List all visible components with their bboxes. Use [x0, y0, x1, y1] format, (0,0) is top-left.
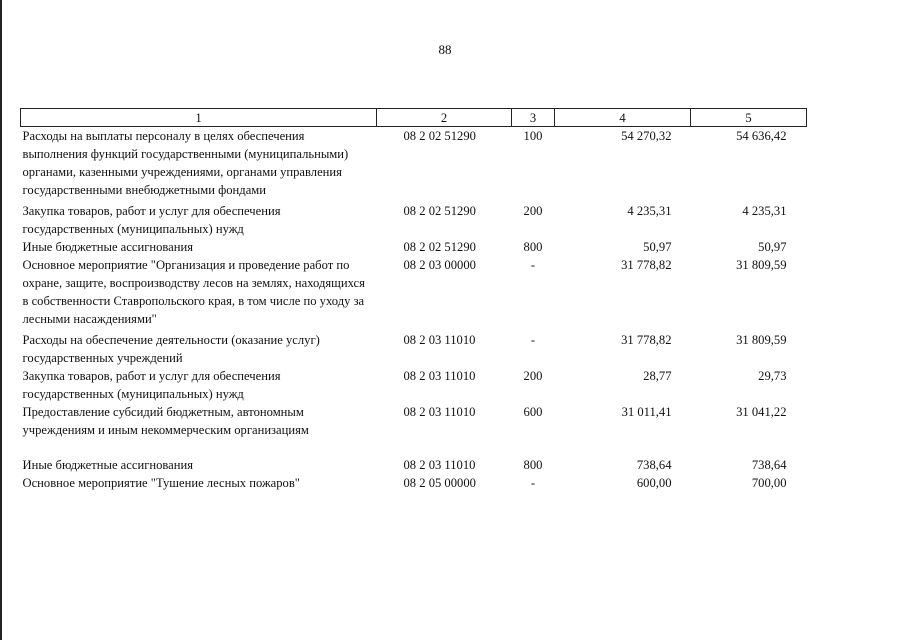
- row-value-2: 54 636,42: [736, 129, 787, 143]
- row-type: 600: [523, 405, 543, 419]
- row-value-1: 31 011,41: [621, 405, 672, 419]
- header-col-4: 4: [555, 109, 691, 127]
- row-type: 800: [523, 240, 543, 254]
- row-value-1: 4 235,31: [627, 204, 672, 218]
- row-value-1: 738,64: [636, 458, 672, 472]
- row-type: 200: [523, 204, 543, 218]
- row-name: Расходы на выплаты персоналу в целях обеспечения выполнения функций государственными (муниципальными) органами, казенными учреждениями, органами управления государственными внебюджетными фондами: [22, 129, 349, 197]
- row-type: 100: [523, 129, 543, 143]
- row-name: Основное мероприятие "Тушение лесных пожаров": [22, 476, 300, 490]
- row-code: 08 2 03 11010: [403, 333, 476, 347]
- table-row: [21, 238, 807, 256]
- row-value-2: 29,73: [758, 369, 787, 383]
- row-type: 200: [523, 369, 543, 383]
- row-value-2: 50,97: [758, 240, 787, 254]
- row-value-2: 31 041,22: [736, 405, 787, 419]
- row-name: Иные бюджетные ассигнования: [22, 240, 194, 254]
- row-code: 08 2 03 11010: [403, 369, 476, 383]
- row-name: Закупка товаров, работ и услуг для обеспечения государственных (муниципальных) нужд: [22, 369, 281, 401]
- row-name: Расходы на обеспечение деятельности (оказание услуг) государственных учреждений: [22, 333, 320, 365]
- row-value-1: 50,97: [643, 240, 672, 254]
- table-row: [21, 256, 807, 331]
- row-code: 08 2 03 11010: [403, 458, 476, 472]
- row-value-1: 600,00: [636, 476, 672, 490]
- row-name: Иные бюджетные ассигнования: [22, 458, 194, 472]
- row-value-2: 4 235,31: [742, 204, 787, 218]
- table-row: [21, 474, 807, 492]
- page-number: 88: [438, 42, 452, 57]
- header-col-1: 1: [21, 109, 377, 127]
- page-left-edge: [0, 0, 2, 640]
- row-code: 08 2 02 51290: [403, 204, 476, 218]
- table-row: [21, 127, 807, 203]
- row-code: 08 2 02 51290: [403, 129, 476, 143]
- row-name: Закупка товаров, работ и услуг для обеспечения государственных (муниципальных) нужд: [22, 204, 281, 236]
- table-row: [21, 439, 807, 474]
- table-row: [21, 403, 807, 439]
- table-header-row: [21, 109, 807, 127]
- header-col-3: 3: [512, 109, 555, 127]
- table-row: [21, 331, 807, 367]
- row-type: -: [530, 258, 536, 272]
- row-value-2: 31 809,59: [736, 258, 787, 272]
- row-value-2: 738,64: [751, 458, 787, 472]
- row-code: 08 2 02 51290: [403, 240, 476, 254]
- table-row: [21, 367, 807, 403]
- row-code: 08 2 03 11010: [403, 405, 476, 419]
- row-name: Основное мероприятие "Организация и проведение работ по охране, защите, воспроизводству лесов на землях, находящихся в собственности Ставропольского края, в том числе по уходу за лесными насаждениями": [22, 258, 365, 326]
- row-code: 08 2 03 00000: [403, 258, 476, 272]
- header-col-2: 2: [377, 109, 512, 127]
- row-type: -: [530, 476, 536, 490]
- header-col-5: 5: [691, 109, 807, 127]
- row-value-2: 31 809,59: [736, 333, 787, 347]
- row-type: 800: [523, 458, 543, 472]
- row-name: Предоставление субсидий бюджетным, автономным учреждениям и иным некоммерческим организациям: [22, 405, 309, 437]
- row-type: -: [530, 333, 536, 347]
- row-value-1: 54 270,32: [621, 129, 672, 143]
- budget-table: [20, 108, 807, 492]
- row-value-1: 31 778,82: [621, 258, 672, 272]
- row-value-1: 31 778,82: [621, 333, 672, 347]
- row-value-2: 700,00: [751, 476, 787, 490]
- row-value-1: 28,77: [643, 369, 672, 383]
- table-row: [21, 202, 807, 238]
- row-code: 08 2 05 00000: [403, 476, 476, 490]
